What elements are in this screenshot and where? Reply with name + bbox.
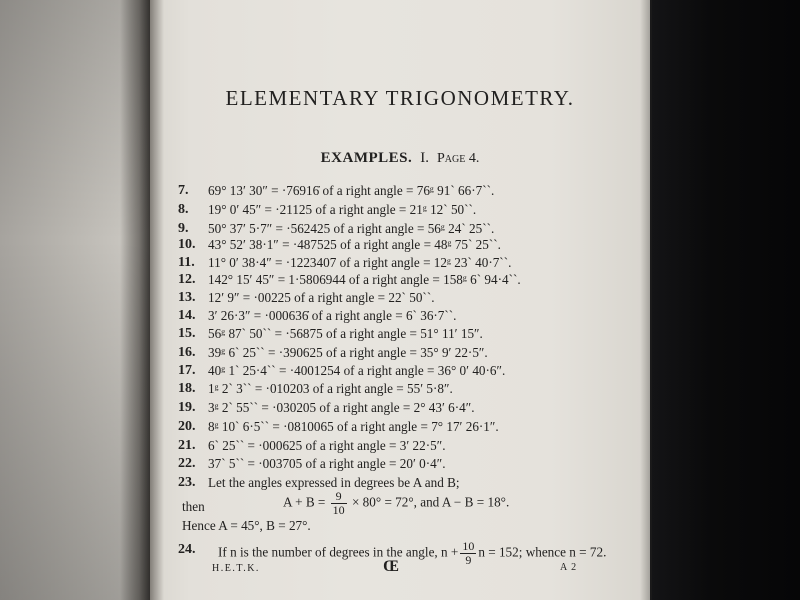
example-number: 20. xyxy=(178,419,196,434)
example-number: 23. xyxy=(178,475,196,490)
fraction xyxy=(460,540,476,567)
example-text: 39ᵍ 6ˋ 25ˋˋ = ·390625 of a right angle = 35° 9′ 22·5″. xyxy=(208,345,488,360)
page-edge-shadow xyxy=(640,0,652,600)
example-text: 12′ 9″ = ·00225 of a right angle = 22ˋ 50ˋˋ. xyxy=(208,290,435,305)
example-number: 18. xyxy=(178,381,196,396)
fraction xyxy=(331,490,347,517)
section-page-reference: Page 4. xyxy=(437,151,480,166)
example-text: 40ᵍ 1ˋ 25·4ˋˋ = ·4001254 of a right angle = 36° 0′ 40·6″. xyxy=(208,363,506,378)
section-number: I. xyxy=(420,150,429,166)
printer-signature: H.E.T.K. xyxy=(212,563,260,574)
example-text: 142° 15′ 45″ = 1·5806944 of a right angle = 158ᵍ 6ˋ 94·4ˋˋ. xyxy=(208,272,521,287)
gutter-shadow xyxy=(150,0,164,600)
example-text: 3′ 26·3″ = ·000636̇ of a right angle = 6ˋ 36·7ˋˋ. xyxy=(208,308,457,323)
example-text: 50° 37′ 5·7″ = ·562425 of a right angle = 56ᵍ 24ˋ 25ˋˋ. xyxy=(208,221,495,236)
example-text: 69° 13′ 30″ = ·76916̇ of a right angle = 76ᵍ 91ˋ 66·7ˋˋ. xyxy=(208,183,495,198)
example-number: 7. xyxy=(178,183,189,198)
example-number: 21. xyxy=(178,438,196,453)
fraction-numerator: 10 xyxy=(462,539,475,553)
example-number: 15. xyxy=(178,326,196,341)
equation-lhs: A + B = xyxy=(283,494,326,510)
example-lead: If n is the number of degrees in the angle, xyxy=(218,544,438,560)
fraction-numerator: 9 xyxy=(331,490,347,504)
example-number: 14. xyxy=(178,308,196,323)
example-text: 3ᵍ 2ˋ 55ˋˋ = ·030205 of a right angle = 2° 43′ 6·4″. xyxy=(208,400,475,415)
fraction-denominator: 9 xyxy=(465,553,472,567)
example-text: 37ˋ 5ˋˋ = ·003705 of a right angle = 20′ 0·4″. xyxy=(208,456,446,471)
example-number: 11. xyxy=(178,255,195,270)
then-label: then xyxy=(182,499,205,514)
solution-line xyxy=(182,497,205,517)
example-number: 16. xyxy=(178,345,196,360)
example-number: 12. xyxy=(178,272,196,287)
expression-end: n = 152; whence n = 72. xyxy=(478,544,607,560)
example-text: 43° 52′ 38·1″ = ·487525 of a right angle = 48ᵍ 75ˋ 25ˋˋ. xyxy=(208,237,501,252)
example-text xyxy=(218,540,606,567)
example-text: 1ᵍ 2ˋ 3ˋˋ = ·010203 of a right angle = 55′ 5·8″. xyxy=(208,381,453,396)
example-text: 6ˋ 25ˋˋ = ·000625 of a right angle = 3′ 22·5″. xyxy=(208,438,446,453)
section-heading xyxy=(150,150,650,167)
example-text: 8ᵍ 10ˋ 6·5ˋˋ = ·0810065 of a right angle = 7° 17′ 26·1″. xyxy=(208,419,499,434)
equation-rhs: × 80° = 72°, and A − B = 18°. xyxy=(351,494,510,510)
example-number: 24. xyxy=(178,542,196,557)
example-number: 8. xyxy=(178,202,189,217)
example-number: 9. xyxy=(178,221,189,236)
expression-start: n + xyxy=(441,544,459,560)
example-number: 17. xyxy=(178,363,196,378)
hence-text: Hence A = 45°, B = 27°. xyxy=(182,518,311,533)
page-shading xyxy=(0,0,150,600)
book-page xyxy=(150,0,650,600)
printer-mark: Œ xyxy=(383,558,399,575)
section-label: EXAMPLES. xyxy=(320,150,413,166)
dark-background-cloth xyxy=(650,0,800,600)
solution-equation xyxy=(283,490,509,517)
example-number: 13. xyxy=(178,290,196,305)
fraction-denominator: 10 xyxy=(332,503,345,517)
example-text: 11° 0′ 38·4″ = ·1223407 of a right angle = 12ᵍ 23ˋ 40·7ˋˋ. xyxy=(208,255,512,270)
example-text: Let the angles expressed in degrees be A and B; xyxy=(208,475,460,490)
example-number: 10. xyxy=(178,237,196,252)
sheet-signature: A 2 xyxy=(560,562,578,573)
solution-conclusion xyxy=(182,516,311,536)
example-text: 56ᵍ 87ˋ 50ˋˋ = ·56875 of a right angle = 51° 11′ 15″. xyxy=(208,326,483,341)
example-text: 19° 0′ 45″ = ·21125 of a right angle = 21ᵍ 12ˋ 50ˋˋ. xyxy=(208,202,477,217)
example-number: 19. xyxy=(178,400,196,415)
page-title: ELEMENTARY TRIGONOMETRY. xyxy=(225,86,575,110)
example-number: 22. xyxy=(178,456,196,471)
